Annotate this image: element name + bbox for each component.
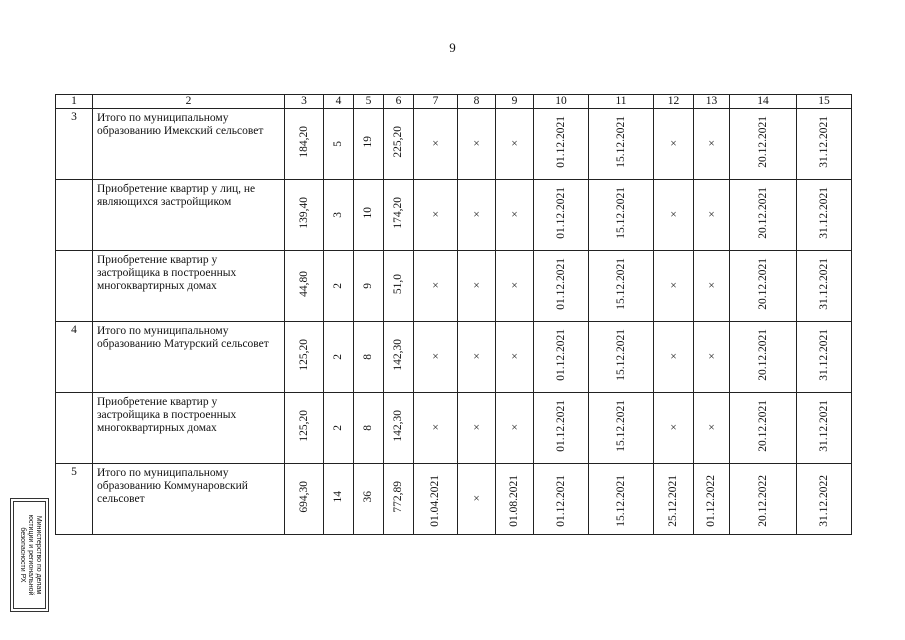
date-cell [589,109,654,180]
value-text: 9 [362,282,374,289]
date-text: 31.12.2021 [817,400,830,452]
x-mark-cell: × [654,251,694,322]
header-row [56,95,852,109]
date-cell [797,322,852,393]
value-cell [324,109,354,180]
date-cell [730,180,797,251]
date-text: 20.12.2021 [756,329,769,381]
date-cell [589,393,654,464]
value-cell [384,393,414,464]
x-mark-cell: × [694,393,730,464]
x-mark-cell: × [414,180,458,251]
table-row [56,251,852,322]
date-text: 20.12.2021 [756,187,769,239]
value-cell [384,180,414,251]
date-text: 31.12.2021 [817,116,830,168]
x-mark-cell: × [694,322,730,393]
row-name-cell: Приобретение квартир у застройщика в построенных многоквартирных домах [93,393,285,464]
x-mark-cell: × [694,109,730,180]
x-mark-cell: × [458,180,496,251]
stamp-line: юстиции и региональной [26,514,34,596]
date-text: 01.12.2021 [554,400,567,452]
x-mark-cell: × [496,322,534,393]
header-cell: 15 [797,95,852,109]
value-cell [354,180,384,251]
x-mark-cell: × [496,251,534,322]
date-cell [534,109,589,180]
value-cell [354,393,384,464]
date-text: 31.12.2021 [817,258,830,310]
data-table [55,94,852,535]
date-text: 20.12.2021 [756,400,769,452]
date-cell [730,393,797,464]
value-cell [384,322,414,393]
value-text: 19 [362,136,374,148]
value-text: 44,80 [297,271,310,297]
row-name-cell: Приобретение квартир у лиц, не являющихся застройщиком [93,180,285,251]
date-cell [797,251,852,322]
x-mark-cell: × [458,322,496,393]
header-cell: 10 [534,95,589,109]
date-text: 01.08.2021 [508,475,520,527]
value-text: 772,89 [392,481,404,513]
value-cell [285,251,324,322]
date-text: 01.12.2021 [554,258,567,310]
x-mark-cell: × [654,109,694,180]
x-mark-cell: × [496,393,534,464]
date-cell [797,109,852,180]
date-cell [730,109,797,180]
date-cell [496,464,534,535]
value-cell [324,322,354,393]
value-cell [384,109,414,180]
date-text: 15.12.2021 [614,475,627,527]
date-cell [694,464,730,535]
x-mark-cell: × [458,393,496,464]
row-number-cell: 4 [56,322,93,393]
date-text: 01.12.2021 [554,329,567,381]
row-number-cell: 3 [56,109,93,180]
date-text: 01.12.2022 [705,475,717,527]
header-cell: 11 [589,95,654,109]
date-cell [589,251,654,322]
table-row [56,109,852,180]
value-text: 142,30 [392,410,404,442]
date-cell [534,251,589,322]
date-cell [589,322,654,393]
value-text: 36 [362,491,374,503]
value-cell [324,464,354,535]
stamp-line: Министерство по делам [34,515,42,595]
row-number-cell [56,180,93,251]
row-number-cell [56,251,93,322]
header-cell: 12 [654,95,694,109]
value-text: 3 [332,211,344,218]
x-mark-cell: × [496,180,534,251]
date-cell [797,393,852,464]
value-cell [384,251,414,322]
value-cell [324,180,354,251]
date-text: 01.12.2021 [554,116,567,168]
date-text: 20.12.2021 [756,258,769,310]
value-text: 2 [332,282,344,289]
x-mark-cell: × [654,322,694,393]
value-text: 174,20 [392,197,404,229]
row-name-cell: Итого по муниципальному образованию Коммунаровский сельсовет [93,464,285,535]
value-cell [285,109,324,180]
date-text: 15.12.2021 [614,258,627,310]
date-cell [730,464,797,535]
value-text: 142,30 [392,339,404,371]
date-text: 20.12.2021 [756,116,769,168]
value-text: 10 [362,207,374,219]
x-mark-cell: × [414,251,458,322]
value-cell [285,180,324,251]
value-cell [324,393,354,464]
value-cell [354,251,384,322]
header-cell: 7 [414,95,458,109]
header-cell: 4 [324,95,354,109]
stamp-text [18,502,42,608]
value-text: 14 [332,491,344,503]
header-cell: 8 [458,95,496,109]
value-text: 125,20 [297,410,310,442]
date-cell [534,393,589,464]
registration-stamp [10,498,49,612]
table-row [56,464,852,535]
value-text: 694,30 [297,481,310,513]
header-cell: 1 [56,95,93,109]
header-cell: 3 [285,95,324,109]
value-text: 225,20 [392,126,404,158]
date-cell [534,322,589,393]
row-name-cell: Итого по муниципальному образованию Имекский сельсовет [93,109,285,180]
value-cell [354,109,384,180]
date-cell [730,251,797,322]
x-mark-cell: × [414,322,458,393]
header-cell: 6 [384,95,414,109]
value-cell [384,464,414,535]
header-cell: 5 [354,95,384,109]
value-cell [324,251,354,322]
date-text: 31.12.2022 [817,475,830,527]
date-cell [414,464,458,535]
header-cell: 13 [694,95,730,109]
date-text: 01.12.2021 [554,187,567,239]
value-text: 125,20 [297,339,310,371]
table-row [56,393,852,464]
value-cell [285,322,324,393]
value-cell [285,464,324,535]
x-mark-cell: × [458,464,496,535]
date-text: 15.12.2021 [614,400,627,452]
date-text: 25.12.2021 [667,475,679,527]
page-number: 9 [449,40,456,55]
x-mark-cell: × [496,109,534,180]
date-text: 01.04.2021 [429,475,441,527]
date-text: 15.12.2021 [614,187,627,239]
date-cell [534,180,589,251]
value-cell [285,393,324,464]
value-text: 2 [332,353,344,360]
date-cell [797,180,852,251]
header-cell: 9 [496,95,534,109]
x-mark-cell: × [694,180,730,251]
row-number-cell: 5 [56,464,93,535]
value-text: 2 [332,424,344,431]
row-number-cell [56,393,93,464]
value-text: 184,20 [297,126,310,158]
header-cell: 2 [93,95,285,109]
row-name-cell: Приобретение квартир у застройщика в построенных многоквартирных домах [93,251,285,322]
date-text: 01.12.2021 [554,475,567,527]
x-mark-cell: × [458,109,496,180]
date-cell [589,464,654,535]
value-text: 8 [362,424,374,431]
table-row [56,180,852,251]
date-text: 31.12.2021 [817,329,830,381]
date-text: 20.12.2022 [756,475,769,527]
date-cell [797,464,852,535]
stamp-line: безопасности РХ [18,527,26,583]
date-cell [589,180,654,251]
x-mark-cell: × [654,180,694,251]
date-cell [654,464,694,535]
date-cell [730,322,797,393]
x-mark-cell: × [414,109,458,180]
value-text: 8 [362,353,374,360]
date-text: 31.12.2021 [817,187,830,239]
header-cell: 14 [730,95,797,109]
date-text: 15.12.2021 [614,116,627,168]
value-cell [354,322,384,393]
date-text: 15.12.2021 [614,329,627,381]
value-text: 5 [332,140,344,147]
value-cell [354,464,384,535]
value-text: 51,0 [392,273,404,295]
x-mark-cell: × [458,251,496,322]
date-cell [534,464,589,535]
x-mark-cell: × [654,393,694,464]
x-mark-cell: × [694,251,730,322]
value-text: 139,40 [297,197,310,229]
row-name-cell: Итого по муниципальному образованию Матурский сельсовет [93,322,285,393]
table-row [56,322,852,393]
x-mark-cell: × [414,393,458,464]
